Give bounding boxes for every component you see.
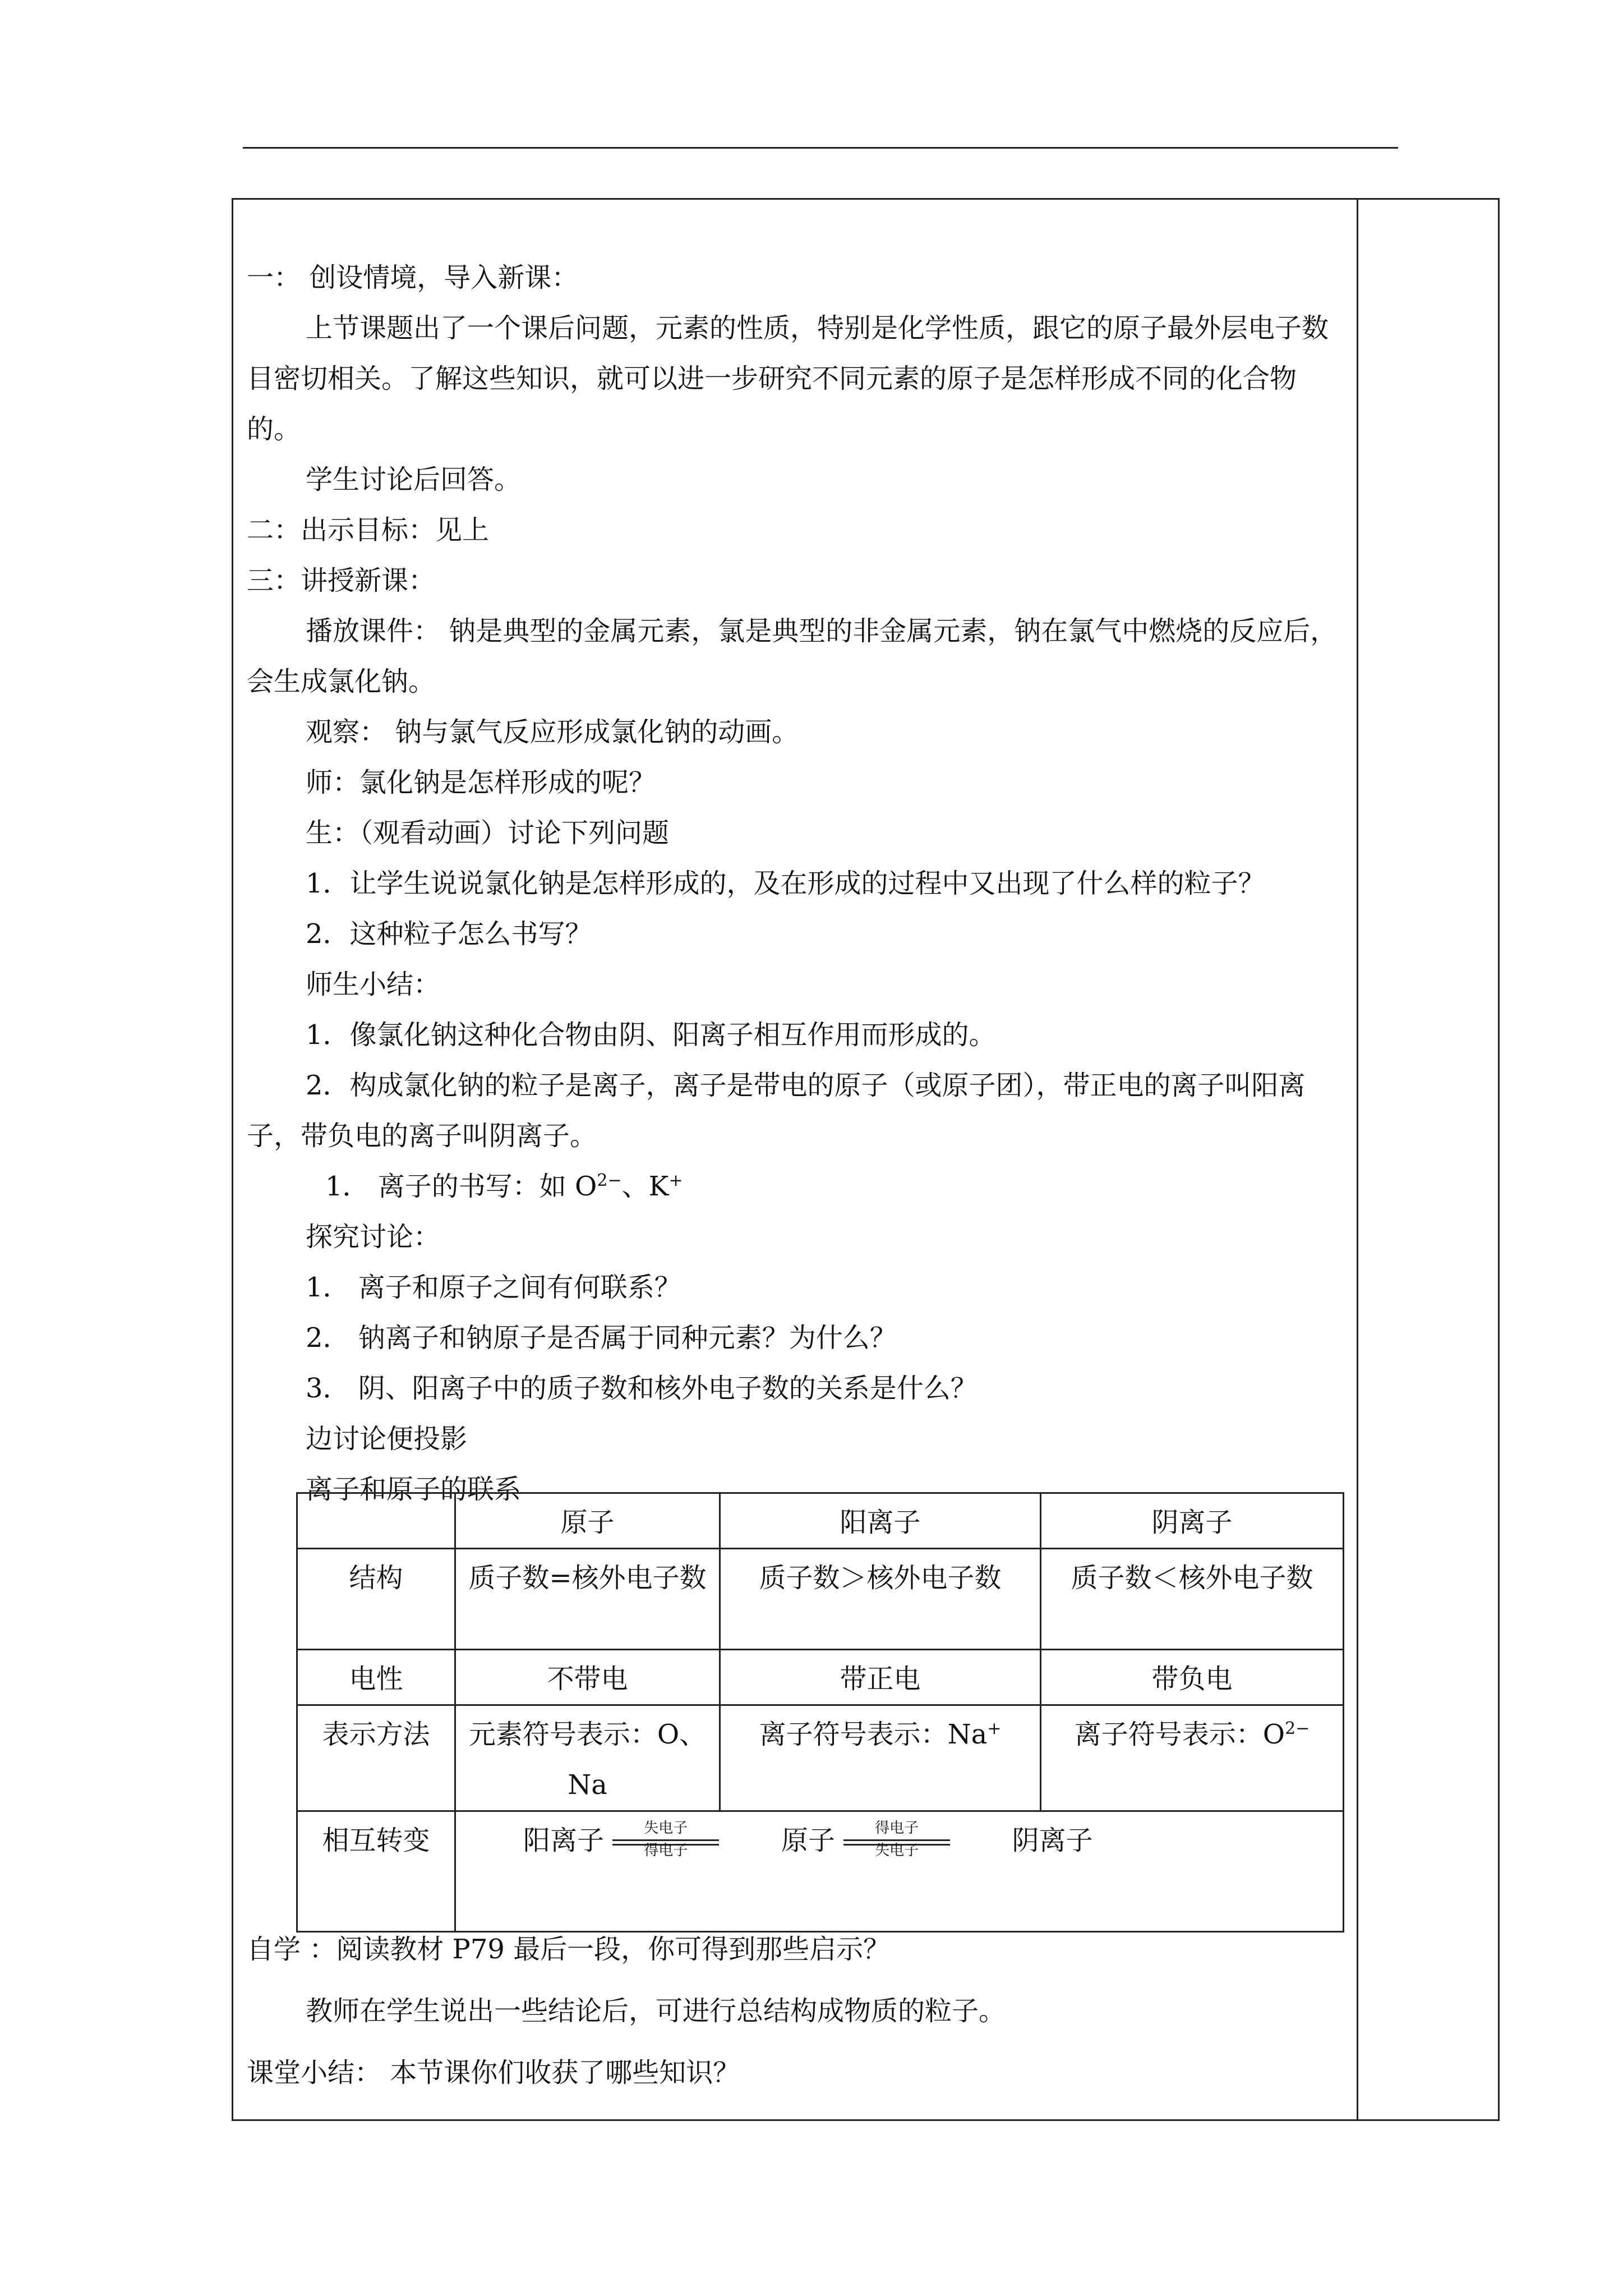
ion-writing-line [247, 1161, 1340, 1212]
observe-line: 观察： 钠与氯气反应形成氯化钠的动画。 [306, 716, 799, 748]
student-answer: 学生讨论后回答。 [306, 464, 522, 495]
table-row [297, 1811, 1344, 1932]
summary-1: 1．像氯化钠这种化合物由阴、阳离子相互作用而形成的。 [306, 1019, 996, 1051]
arrow-label-top: 失电子 [644, 1819, 688, 1837]
table-cell [720, 1705, 1041, 1811]
table-cell [1041, 1705, 1344, 1811]
table-row [297, 1650, 1344, 1705]
table-cell: 相互转变 [297, 1811, 455, 1932]
table-header-row [297, 1493, 1344, 1549]
transform-cell [455, 1811, 1344, 1932]
arrow-label-bottom: 失电子 [875, 1842, 919, 1859]
table-caption: 离子和原子的联系 [306, 1474, 522, 1505]
ion-atom-table [296, 1492, 1344, 1932]
section-2-heading: 二：出示目标：见上 [247, 514, 490, 546]
lesson-content [247, 252, 1340, 1515]
o-charge: 2− [597, 1171, 622, 1190]
question-2: 2．这种粒子怎么书写？ [306, 918, 592, 950]
self-study-line: 自学 ：阅读教材 P79 最后一段，你可得到那些启示？ [247, 1934, 891, 1965]
courseware-paragraph: 播放课件： 钠是典型的金属元素，氯是典型的非金属元素，钠在氯气中燃烧的反应后，会生成氯化钠。 [247, 615, 1338, 697]
cation-notation: 离子符号表示：Na [759, 1719, 988, 1750]
table-cell: 元素符号表示：O、Na [455, 1705, 720, 1811]
table-cell: 带负电 [1041, 1650, 1344, 1705]
table-header-cell: 原子 [455, 1493, 720, 1549]
table-cell: 质子数＜核外电子数 [1041, 1549, 1344, 1650]
double-arrow-icon [843, 1819, 950, 1859]
ion-writing-sep: 、K [621, 1171, 669, 1202]
teacher-question: 师：氯化钠是怎样形成的呢？ [306, 767, 656, 798]
table-row [297, 1549, 1344, 1650]
explore-1: 1． 离子和原子之间有何联系？ [306, 1272, 681, 1303]
class-summary-line: 课堂小结： 本节课你们收获了哪些知识？ [247, 2057, 740, 2088]
cation-charge: + [987, 1719, 1002, 1738]
table-row [297, 1705, 1344, 1811]
table-header-cell: 阳离子 [720, 1493, 1041, 1549]
arrow-label-bottom: 得电子 [644, 1842, 688, 1859]
table-cell: 带正电 [720, 1650, 1041, 1705]
table-cell: 质子数=核外电子数 [455, 1549, 720, 1650]
summary-2: 2．构成氯化钠的粒子是离子，离子是带电的原子（或原子团），带正电的离子叫阳离子，带负电的离子叫阴离子。 [247, 1070, 1306, 1152]
anion-notation: 离子符号表示：O [1074, 1719, 1285, 1750]
section-3-heading: 三：讲授新课： [247, 565, 436, 596]
explore-2: 2． 钠离子和钠原子是否属于同种元素？为什么？ [306, 1322, 897, 1354]
double-arrow-icon [612, 1819, 719, 1859]
table-cell: 表示方法 [297, 1705, 455, 1811]
intro-paragraph: 上节课题出了一个课后问题，元素的性质，特别是化学性质，跟它的原子最外层电子数目密切相关。了解这些知识，就可以进一步研究不同元素的原子是怎样形成不同的化合物的。 [247, 312, 1329, 445]
explore-heading: 探究讨论： [306, 1221, 441, 1253]
table-header-cell [297, 1493, 455, 1549]
closing-section [247, 1918, 1340, 2104]
explore-3: 3． 阴、阳离子中的质子数和核外电子数的关系是什么？ [306, 1373, 978, 1404]
transform-anion: 阴离子 [1012, 1825, 1093, 1856]
ion-writing-prefix: 1． 离子的书写：如 O [325, 1171, 597, 1202]
question-1: 1．让学生说说氯化钠是怎样形成的，及在形成的过程中又出现了什么样的粒子？ [306, 868, 1265, 899]
header-rule [243, 147, 1398, 149]
student-discussion: 生：（观看动画）讨论下列问题 [306, 817, 670, 849]
table-cell: 结构 [297, 1549, 455, 1650]
column-divider [1357, 198, 1358, 2121]
table-cell: 质子数＞核外电子数 [720, 1549, 1041, 1650]
table-header-cell: 阴离子 [1041, 1493, 1344, 1549]
teacher-summary-line: 教师在学生说出一些结论后，可进行总结构成物质的粒子。 [306, 1995, 1006, 2027]
k-charge: + [668, 1171, 683, 1190]
table-cell: 电性 [297, 1650, 455, 1705]
summary-heading: 师生小结： [306, 969, 441, 1000]
section-1-heading: 一： 创设情境，导入新课： [247, 262, 579, 293]
projection-note: 边讨论便投影 [306, 1423, 468, 1455]
anion-charge: 2− [1285, 1719, 1310, 1738]
transform-cation: 阳离子 [523, 1825, 605, 1856]
transform-atom: 原子 [781, 1825, 835, 1856]
table-cell: 不带电 [455, 1650, 720, 1705]
arrow-label-top: 得电子 [875, 1819, 919, 1837]
